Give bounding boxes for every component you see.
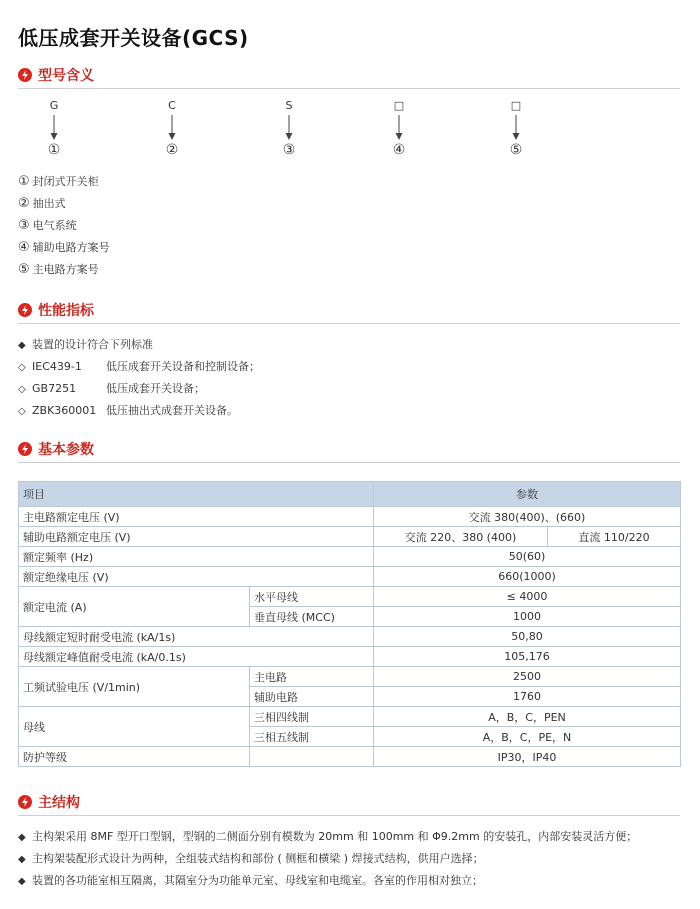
arrow-down-icon [512, 115, 520, 141]
table-row: 额定电流 (A) 水平母线 ≤ 4000 [19, 587, 681, 607]
model-code-box5 [506, 99, 526, 158]
code-letter: □ [393, 99, 405, 112]
lightning-bolt-icon [18, 442, 32, 456]
section-title: 主结构 [38, 795, 80, 811]
diamond-solid-icon: ◆ [18, 876, 26, 887]
code-number: ① [47, 142, 61, 158]
table-row: 额定绝缘电压 (V) 660(1000) [19, 567, 681, 587]
table-row: 防护等级 IP30，IP40 [19, 747, 681, 767]
code-number: ⑤ [509, 142, 523, 158]
page-title: 低压成套开关设备(GCS) [18, 26, 249, 50]
structure-item: ◆ 主构架采用 8MF 型开口型钢，型钢的二侧面分别有模数为 20mm 和 100mm 和 Φ9.2mm 的安装孔，内部安装灵活方便； [18, 830, 638, 843]
arrow-down-icon [50, 115, 58, 141]
code-letter: S [285, 99, 293, 112]
divider [18, 323, 680, 324]
diamond-hollow-icon: ◇ [18, 384, 26, 395]
model-code-s [279, 99, 299, 158]
header-item: 项目 [19, 482, 374, 507]
structure-item: ◆ 主构架装配形式设计为两种，全组装式结构和部份 ( 侧框和横梁 ) 焊接式结构，供用户选择； [18, 852, 484, 865]
standard-item: ◇ GB7251 低压成套开关设备； [18, 382, 205, 395]
table-row: 母线 三相四线制 A，B，C，PEN [19, 707, 681, 727]
standard-item: ◇ ZBK360001 低压抽出式成套开关设备。 [18, 404, 238, 417]
header-param: 参数 [374, 482, 681, 507]
lightning-bolt-icon [18, 795, 32, 809]
table-row: 三相五线制 A，B，C，PE，N [19, 727, 681, 747]
list-item: ⑤ 主电路方案号 [18, 262, 99, 277]
section-title: 性能指标 [38, 303, 94, 319]
divider [18, 88, 680, 89]
code-number: ④ [392, 142, 406, 158]
section-basic [18, 440, 680, 460]
list-item: ② 抽出式 [18, 196, 66, 211]
diamond-hollow-icon: ◇ [18, 362, 26, 373]
diamond-solid-icon: ◆ [18, 832, 26, 843]
table-row: 辅助电路额定电压 (V) 交流 220、380 (400) 直流 110/220 [19, 527, 681, 547]
table-row: 垂直母线 (MCC) 1000 [19, 607, 681, 627]
model-code-c [162, 99, 182, 158]
section-title: 基本参数 [38, 442, 94, 458]
table-row: 母线额定峰值耐受电流 (kA/0.1s) 105,176 [19, 647, 681, 667]
divider [18, 815, 680, 816]
code-number: ③ [282, 142, 296, 158]
code-letter: C [168, 99, 176, 112]
structure-item: ◆ 装置的各功能室相互隔离，其隔室分为功能单元室、母线室和电缆室。各室的作用相对独立； [18, 874, 483, 887]
arrow-down-icon [285, 115, 293, 141]
list-item: ④ 辅助电路方案号 [18, 240, 110, 255]
section-title: 型号含义 [38, 68, 94, 84]
diamond-solid-icon: ◆ [18, 854, 26, 865]
diamond-hollow-icon: ◇ [18, 406, 26, 417]
model-code-g [44, 99, 64, 158]
code-letter: □ [510, 99, 522, 112]
arrow-down-icon [168, 115, 176, 141]
code-letter: G [49, 99, 59, 112]
lightning-bolt-icon [18, 68, 32, 82]
section-structure [18, 793, 680, 813]
table-row: 辅助电路 1760 [19, 687, 681, 707]
table-row: 额定频率 (Hz) 50(60) [19, 547, 681, 567]
arrow-down-icon [395, 115, 403, 141]
section-performance [18, 301, 680, 321]
diamond-solid-icon: ◆ [18, 340, 26, 351]
table-row: 主电路额定电压 (V) 交流 380(400)、(660) [19, 507, 681, 527]
table-header-row [19, 482, 681, 507]
list-item: ③ 电气系统 [18, 218, 77, 233]
code-number: ② [165, 142, 179, 158]
table-row: 工频试验电压 (V/1min) 主电路 2500 [19, 667, 681, 687]
lightning-bolt-icon [18, 303, 32, 317]
model-code-box4 [389, 99, 409, 158]
section-model [18, 66, 680, 86]
divider [18, 462, 680, 463]
standards-intro: ◆ 装置的设计符合下列标准 [18, 338, 153, 351]
parameter-table [18, 481, 681, 767]
table-row: 母线额定短时耐受电流 (kA/1s) 50,80 [19, 627, 681, 647]
list-item: ① 封闭式开关柜 [18, 174, 99, 189]
standard-item: ◇ IEC439-1 低压成套开关设备和控制设备； [18, 360, 260, 373]
